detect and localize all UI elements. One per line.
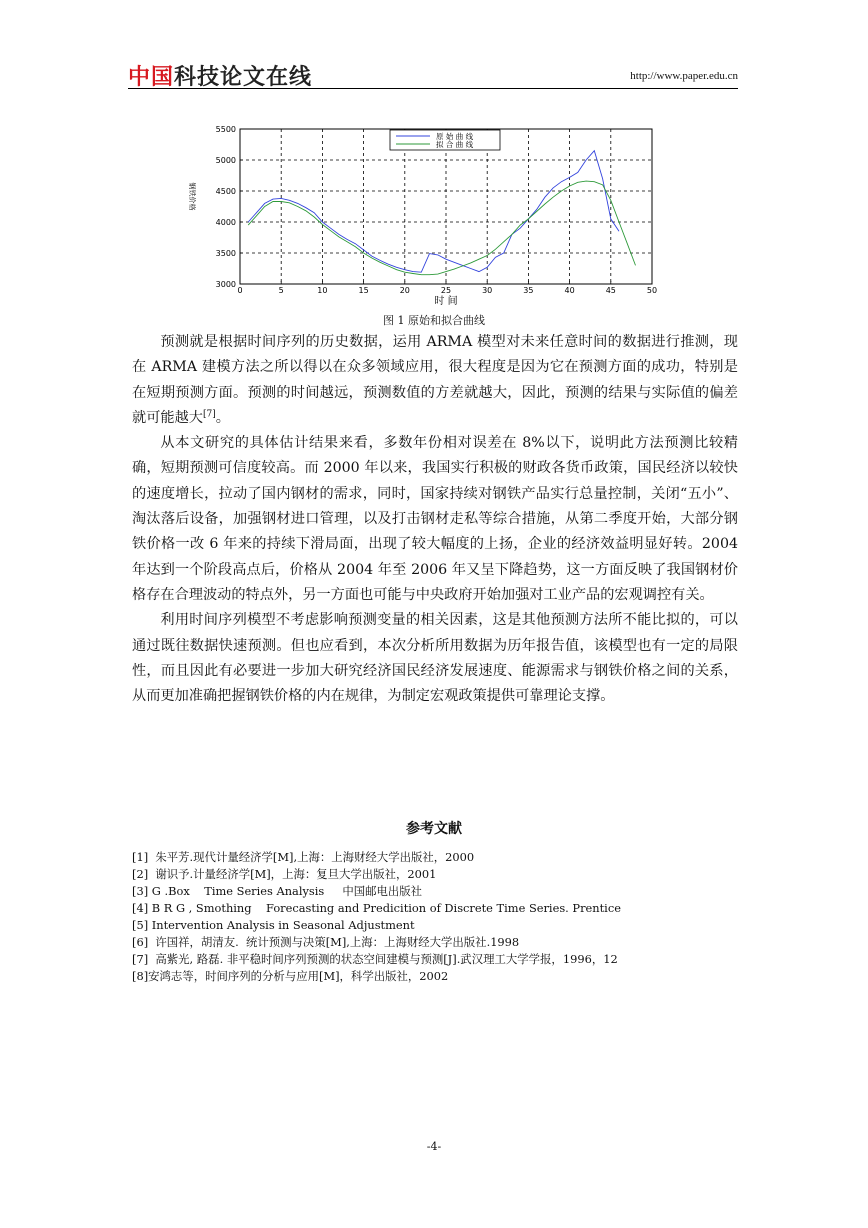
legend-label: 原 始 曲 线 bbox=[436, 132, 474, 141]
references-title: 参考文献 bbox=[406, 821, 462, 837]
y-tick-label: 5500 bbox=[215, 125, 236, 134]
x-tick-label: 0 bbox=[237, 286, 243, 295]
series-line bbox=[248, 151, 619, 273]
logo-part-1: 中国 bbox=[128, 65, 175, 90]
paragraph-1-text: 预测就是根据时间序列的历史数据，运用 ARMA 模型对未来任意时间的数据进行推测，现在 ARMA 建模方法之所以得以在众多领域应用，很大程度是因为它在预测方面的成功，特别是在短期预测方面。预测的时间越远，预测数值的方差就越大，因此，预测的结果与实际值的偏差就可能越大 bbox=[132, 334, 738, 426]
x-tick-label: 30 bbox=[482, 286, 493, 295]
reference-item: [3] G .Box Time Series Analysis 中国邮电出版社 bbox=[132, 884, 423, 898]
page-header bbox=[128, 60, 738, 89]
figure-chart bbox=[176, 120, 666, 310]
plot-frame bbox=[240, 129, 652, 284]
y-tick-label: 4500 bbox=[215, 187, 236, 196]
y-tick-label: 3000 bbox=[215, 280, 236, 289]
body-text bbox=[132, 330, 738, 709]
paragraph-3: 利用时间序列模型不考虑影响预测变量的相关因素，这是其他预测方法所不能比拟的，可以通过既往数据快速预测。但也应看到，本次分析所用数据为历年报告值，该模型也有一定的局限性，而且因此有必要进一步加大研究经济国民经济发展速度、能源需求与钢铁价格之间的关系，从而更加准确把握钢铁价格的内在规律，为制定宏观政策提供可靠理论支撑。 bbox=[132, 612, 738, 705]
reference-item: [4] B R G , Smothing Forecasting and Predicition of Discrete Time Series. Prentice bbox=[132, 901, 621, 915]
y-tick-label: 4000 bbox=[215, 218, 236, 227]
x-tick-label: 5 bbox=[278, 286, 284, 295]
x-tick-label: 40 bbox=[564, 286, 575, 295]
x-tick-label: 50 bbox=[646, 286, 658, 295]
site-logo bbox=[128, 60, 312, 91]
page-number: -4- bbox=[426, 1140, 442, 1153]
x-axis-label: 时 间 bbox=[434, 296, 458, 307]
figure-caption: 图 1 原始和拟合曲线 bbox=[383, 314, 485, 327]
x-tick-label: 10 bbox=[317, 286, 328, 295]
y-axis-label: 钢铁价格 bbox=[188, 182, 196, 211]
reference-item: [8]安鸿志等，时间序列的分析与应用[M]，科学出版社，2002 bbox=[132, 969, 449, 983]
x-tick-label: 45 bbox=[605, 286, 616, 295]
reference-item: [6] 许国祥，胡清友. 统计预测与决策[M],上海：上海财经大学出版社.1998 bbox=[132, 935, 520, 949]
y-tick-label: 3500 bbox=[215, 249, 236, 258]
x-tick-label: 25 bbox=[440, 286, 452, 295]
paragraph-1 bbox=[132, 330, 738, 431]
x-tick-label: 20 bbox=[399, 286, 410, 295]
reference-item: [2] 谢识予.计量经济学[M]，上海：复旦大学出版社，2001 bbox=[132, 867, 437, 881]
x-tick-label: 35 bbox=[523, 286, 534, 295]
series-line bbox=[248, 181, 635, 275]
reference-item: [5] Intervention Analysis in Seasonal Adjustment bbox=[132, 918, 415, 932]
legend-label: 拟 合 曲 线 bbox=[436, 140, 474, 149]
x-tick-label: 15 bbox=[358, 286, 369, 295]
y-tick-label: 5000 bbox=[215, 156, 236, 165]
logo-part-2: 科技论文在线 bbox=[174, 65, 313, 90]
references-list bbox=[132, 849, 752, 985]
paragraph-2: 从本文研究的具体估计结果来看，多数年份相对误差在 8%以下，说明此方法预测比较精确，短期预测可信度较高。而 2000 年以来，我国实行积极的财政各货币政策，国民经济以较快的速度增长，拉动了国内钢材的需求，同时，国家持续对钢铁产品实行总量控制，关闭“五小”、淘汰落后设备，加强钢材进口管理，以及打击钢材走私等综合措施，从第二季度开始，大部分钢铁价格一改 6 年来的持续下滑局面，出现了较大幅度的上扬，企业的经济效益明显好转。2004 年达到一个阶段高点后，价格从 2004 年至 2006 年又呈下降趋势，这一方面反映了我国钢材价格存在合理波动的特点外，另一方面也可能与中央政府开始加强对工业产品的宏观调控有关。 bbox=[132, 435, 738, 603]
reference-item: [7] 高紫光, 路磊. 非平稳时间序列预测的状态空间建模与预测[J].武汉理工大学学报，1996，12 bbox=[132, 952, 618, 966]
reference-item: [1] 朱平芳.现代计量经济学[M],上海：上海财经大学出版社，2000 bbox=[132, 850, 475, 864]
header-url: http://www.paper.edu.cn bbox=[630, 70, 738, 82]
paragraph-1-end: 。 bbox=[215, 409, 230, 426]
line-chart bbox=[176, 120, 666, 310]
citation-7: [7] bbox=[202, 409, 216, 420]
